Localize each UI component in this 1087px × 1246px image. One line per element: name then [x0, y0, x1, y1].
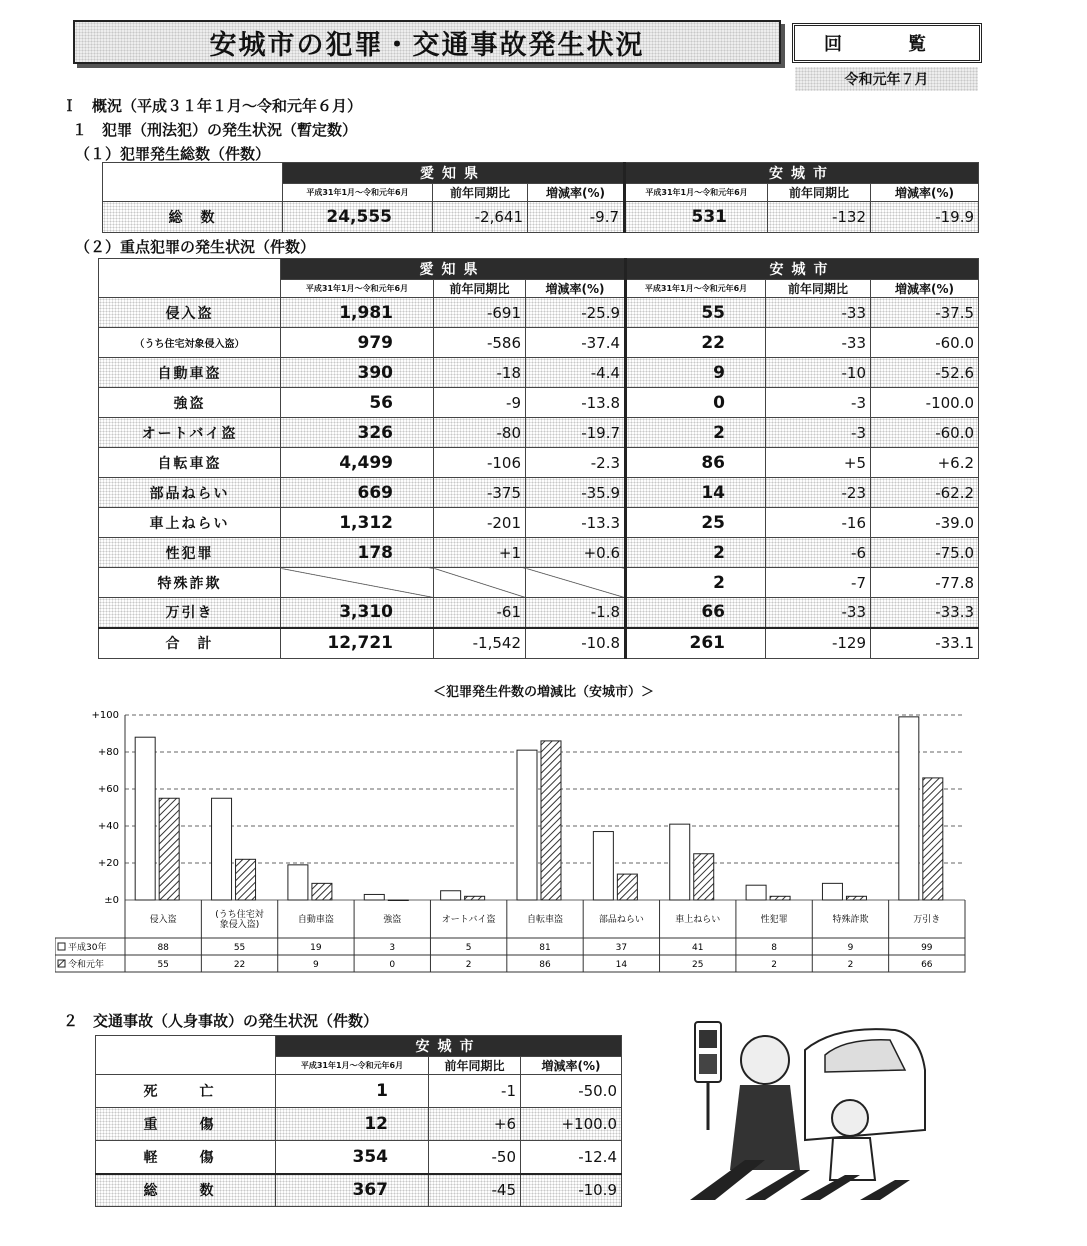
region-aichi: 愛知県 [283, 163, 625, 184]
anjo-count: 2 [626, 568, 766, 598]
signal-lamp-top [699, 1030, 717, 1048]
section-crime-total: （１）犯罪発生総数（件数） [75, 145, 271, 163]
row-label: 自転車盗 [99, 448, 281, 478]
aichi-count: 669 [281, 478, 434, 508]
row-label: 強盗 [99, 388, 281, 418]
anjo-diff: -6 [766, 538, 871, 568]
data-label: 86 [539, 960, 551, 970]
category-label: 象侵入盗) [219, 920, 260, 930]
table-row [99, 628, 979, 659]
aichi-count [281, 568, 434, 598]
crosswalk-stripe [690, 1160, 765, 1200]
aichi-rate: -25.9 [526, 298, 626, 328]
legend-label: 平成30年 [68, 943, 107, 953]
data-label: 22 [233, 960, 246, 970]
category-label: 特殊詐欺 [832, 915, 869, 925]
table-row [99, 478, 979, 508]
anjo-diff: -33 [766, 598, 871, 628]
anjo-rate: -100.0 [871, 388, 979, 418]
bar [159, 798, 179, 900]
data-label: 99 [921, 943, 933, 953]
aichi-count: 4,499 [281, 448, 434, 478]
row-label: 特殊詐欺 [99, 568, 281, 598]
aichi-rate: -19.7 [526, 418, 626, 448]
row-label: 総 数 [103, 202, 283, 233]
row-label: 死 亡 [96, 1075, 276, 1108]
legend-label: 令和元年 [68, 960, 105, 970]
key-crimes-table [98, 258, 979, 659]
header-blank [103, 163, 283, 202]
data-label: 14 [615, 960, 628, 970]
bar [694, 854, 714, 900]
bar [135, 737, 155, 900]
aichi-rate: +0.6 [526, 538, 626, 568]
anjo-rate: -37.5 [871, 298, 979, 328]
aichi-diff: -9 [434, 388, 526, 418]
section-traffic: ２ 交通事故（人身事故）の発生状況（件数） [63, 1012, 379, 1030]
table-row [99, 298, 979, 328]
aichi-count: 56 [281, 388, 434, 418]
bar [770, 896, 790, 900]
bar [846, 896, 866, 900]
col-period: 平成31年1月～令和元年6月 [625, 184, 768, 202]
region-anjo: 安城市 [625, 163, 979, 184]
table-row [99, 388, 979, 418]
category-label: 自転車盗 [526, 915, 564, 925]
elderly-person-icon [741, 1036, 789, 1084]
aichi-diff [434, 568, 526, 598]
aichi-rate: -13.8 [526, 388, 626, 418]
data-label: 0 [389, 960, 396, 970]
anjo-rate: -52.6 [871, 358, 979, 388]
data-label: 3 [389, 943, 396, 953]
aichi-rate [526, 568, 626, 598]
anjo-rate: -75.0 [871, 538, 979, 568]
row-label: （うち住宅対象侵入盗） [99, 328, 281, 358]
table-row [99, 418, 979, 448]
bar [441, 891, 461, 900]
data-label: 9 [313, 960, 319, 970]
anjo-count: 22 [626, 328, 766, 358]
anjo-diff: -3 [766, 388, 871, 418]
aichi-count: 1,981 [281, 298, 434, 328]
category-label: 部品ねらい [598, 915, 644, 925]
section-overview: Ｉ 概況（平成３１年１月～令和元年６月） [62, 97, 363, 115]
row-label: 総 数 [96, 1174, 276, 1207]
issue-date: 令和元年７月 [795, 67, 978, 91]
anjo-rate: -62.2 [871, 478, 979, 508]
table-row [99, 508, 979, 538]
data-label: 9 [847, 943, 854, 953]
y-tick-label: +20 [97, 858, 119, 869]
aichi-rate: -2.3 [526, 448, 626, 478]
anjo-rate: -60.0 [871, 418, 979, 448]
y-tick-label: +100 [91, 710, 119, 721]
section-crime: １ 犯罪（刑法犯）の発生状況（暫定数） [72, 121, 358, 139]
row-label: 部品ねらい [99, 478, 281, 508]
legend-swatch [58, 960, 65, 967]
crime-total-table [102, 162, 979, 233]
anjo-count: 14 [626, 478, 766, 508]
count: 12 [276, 1108, 429, 1141]
bar [822, 883, 842, 900]
crosswalk-stripe [745, 1170, 810, 1200]
col-diff: 前年同期比 [768, 184, 871, 202]
anjo-count: 25 [626, 508, 766, 538]
aichi-rate: -37.4 [526, 328, 626, 358]
table-row [99, 358, 979, 388]
aichi-diff: -691 [434, 298, 526, 328]
anjo-count: 0 [626, 388, 766, 418]
row-label: 侵入盗 [99, 298, 281, 328]
circulation-stamp: 回 覧 [792, 23, 982, 63]
aichi-diff: -586 [434, 328, 526, 358]
anjo-rate: -60.0 [871, 328, 979, 358]
anjo-count: 86 [626, 448, 766, 478]
region-aichi: 愛知県 [281, 259, 626, 280]
category-label: 性犯罪 [760, 915, 788, 925]
bar [388, 900, 408, 901]
table-row [96, 1108, 622, 1141]
col-rate: 増減率(%) [871, 280, 979, 298]
bar [746, 885, 766, 900]
aichi-diff: +1 [434, 538, 526, 568]
bar [236, 859, 256, 900]
aichi-count: 326 [281, 418, 434, 448]
anjo-diff: +5 [766, 448, 871, 478]
aichi-diff: -375 [434, 478, 526, 508]
anjo-diff: -129 [766, 628, 871, 659]
anjo-rate: -33.3 [871, 598, 979, 628]
table-row [99, 598, 979, 628]
chart-title: ＜犯罪発生件数の増減比（安城市）＞ [432, 685, 654, 700]
anjo-diff: -10 [766, 358, 871, 388]
data-label: 55 [157, 960, 169, 970]
diff: -1 [429, 1075, 521, 1108]
aichi-diff: -2,641 [433, 202, 528, 233]
crosswalk-stripe [860, 1180, 910, 1200]
traffic-accident-table [95, 1035, 622, 1207]
bar [288, 865, 308, 900]
bar [212, 798, 232, 900]
anjo-count: 66 [626, 598, 766, 628]
table-row [96, 1174, 622, 1207]
aichi-count: 24,555 [283, 202, 433, 233]
aichi-diff: -106 [434, 448, 526, 478]
bar [541, 741, 561, 900]
aichi-count: 979 [281, 328, 434, 358]
col-period: 平成31年1月～令和元年6月 [626, 280, 766, 298]
data-label: 8 [771, 943, 777, 953]
category-label: 強盗 [383, 915, 402, 925]
header-blank [96, 1036, 276, 1075]
category-label: 侵入盗 [149, 915, 177, 925]
data-label: 2 [847, 960, 854, 970]
child-icon [832, 1100, 868, 1136]
data-label: 19 [310, 943, 322, 953]
bar [312, 883, 332, 900]
aichi-count: 178 [281, 538, 434, 568]
y-tick-label: ±0 [104, 895, 119, 906]
bar [617, 874, 637, 900]
col-diff: 前年同期比 [766, 280, 871, 298]
section-key-crimes: （２）重点犯罪の発生状況（件数） [75, 238, 316, 256]
header-blank [99, 259, 281, 298]
col-period: 平成31年1月～令和元年6月 [281, 280, 434, 298]
rate: +100.0 [521, 1108, 622, 1141]
y-tick-label: +80 [97, 747, 119, 758]
col-diff: 前年同期比 [433, 184, 528, 202]
row-label: 自動車盗 [99, 358, 281, 388]
anjo-count: 9 [626, 358, 766, 388]
anjo-rate: +6.2 [871, 448, 979, 478]
category-label: 自動車盗 [297, 915, 334, 925]
aichi-count: 12,721 [281, 628, 434, 659]
row-label: 性犯罪 [99, 538, 281, 568]
count: 367 [276, 1174, 429, 1207]
anjo-diff: -23 [766, 478, 871, 508]
category-label: 万引き [913, 915, 941, 925]
anjo-count: 531 [625, 202, 768, 233]
table-row [96, 1141, 622, 1174]
table-row [99, 448, 979, 478]
row-label: 万引き [99, 598, 281, 628]
col-period: 平成31年1月～令和元年6月 [276, 1057, 429, 1075]
col-period: 平成31年1月～令和元年6月 [283, 184, 433, 202]
aichi-rate: -10.8 [526, 628, 626, 659]
legend-swatch [58, 943, 65, 950]
data-label: 66 [921, 960, 933, 970]
aichi-diff: -201 [434, 508, 526, 538]
data-label: 88 [157, 943, 169, 953]
col-rate: 増減率(%) [521, 1057, 622, 1075]
aichi-count: 1,312 [281, 508, 434, 538]
bar [517, 750, 537, 900]
diff: +6 [429, 1108, 521, 1141]
col-rate: 増減率(%) [526, 280, 626, 298]
bar [465, 896, 485, 900]
data-label: 5 [465, 943, 472, 953]
aichi-count: 390 [281, 358, 434, 388]
anjo-diff: -3 [766, 418, 871, 448]
signal-lamp-bottom [699, 1054, 717, 1074]
data-label: 2 [465, 960, 472, 970]
table-row [99, 328, 979, 358]
child-body [830, 1138, 875, 1180]
anjo-rate: -77.8 [871, 568, 979, 598]
anjo-diff: -7 [766, 568, 871, 598]
crime-ratio-chart [55, 700, 985, 980]
row-label: オートバイ盗 [99, 418, 281, 448]
anjo-count: 55 [626, 298, 766, 328]
aichi-rate: -13.3 [526, 508, 626, 538]
y-tick-label: +40 [97, 821, 119, 832]
data-label: 55 [233, 943, 246, 953]
y-tick-label: +60 [97, 784, 119, 795]
bar [899, 717, 919, 900]
aichi-diff: -1,542 [434, 628, 526, 659]
anjo-count: 261 [626, 628, 766, 659]
table-row [96, 1075, 622, 1108]
anjo-rate: -33.1 [871, 628, 979, 659]
rate: -12.4 [521, 1141, 622, 1174]
col-rate: 増減率(%) [528, 184, 625, 202]
row-label: 重 傷 [96, 1108, 276, 1141]
bar [593, 832, 613, 900]
data-label: 81 [539, 943, 551, 953]
bar [923, 778, 943, 900]
category-label: オートバイ盗 [441, 915, 496, 925]
anjo-diff: -132 [768, 202, 871, 233]
category-label: 車上ねらい [675, 915, 721, 925]
count: 354 [276, 1141, 429, 1174]
crosswalk-illustration [685, 1010, 945, 1210]
aichi-rate: -35.9 [526, 478, 626, 508]
table-row [99, 568, 979, 598]
rate: -50.0 [521, 1075, 622, 1108]
anjo-diff: -33 [766, 298, 871, 328]
table-row [99, 538, 979, 568]
data-label: 41 [692, 943, 704, 953]
bar [670, 824, 690, 900]
aichi-diff: -80 [434, 418, 526, 448]
anjo-count: 2 [626, 418, 766, 448]
category-label: (うち住宅対 [215, 910, 264, 920]
col-rate: 増減率(%) [871, 184, 979, 202]
count: 1 [276, 1075, 429, 1108]
row-label: 軽 傷 [96, 1141, 276, 1174]
anjo-rate: -19.9 [871, 202, 979, 233]
region-anjo: 安城市 [626, 259, 979, 280]
col-diff: 前年同期比 [429, 1057, 521, 1075]
diff: -45 [429, 1174, 521, 1207]
anjo-count: 2 [626, 538, 766, 568]
aichi-rate: -9.7 [528, 202, 625, 233]
bar [364, 894, 384, 900]
region-anjo: 安城市 [276, 1036, 622, 1057]
aichi-rate: -1.8 [526, 598, 626, 628]
row-label: 合 計 [99, 628, 281, 659]
row-label: 車上ねらい [99, 508, 281, 538]
diff: -50 [429, 1141, 521, 1174]
aichi-count: 3,310 [281, 598, 434, 628]
anjo-diff: -16 [766, 508, 871, 538]
data-label: 25 [692, 960, 704, 970]
data-label: 37 [615, 943, 628, 953]
elderly-person-body [730, 1085, 800, 1170]
aichi-diff: -61 [434, 598, 526, 628]
title-box [73, 20, 781, 64]
anjo-rate: -39.0 [871, 508, 979, 538]
rate: -10.9 [521, 1174, 622, 1207]
aichi-rate: -4.4 [526, 358, 626, 388]
anjo-diff: -33 [766, 328, 871, 358]
col-diff: 前年同期比 [434, 280, 526, 298]
page-title: 安城市の犯罪・交通事故発生状況 [209, 29, 645, 61]
aichi-diff: -18 [434, 358, 526, 388]
data-label: 2 [771, 960, 777, 970]
